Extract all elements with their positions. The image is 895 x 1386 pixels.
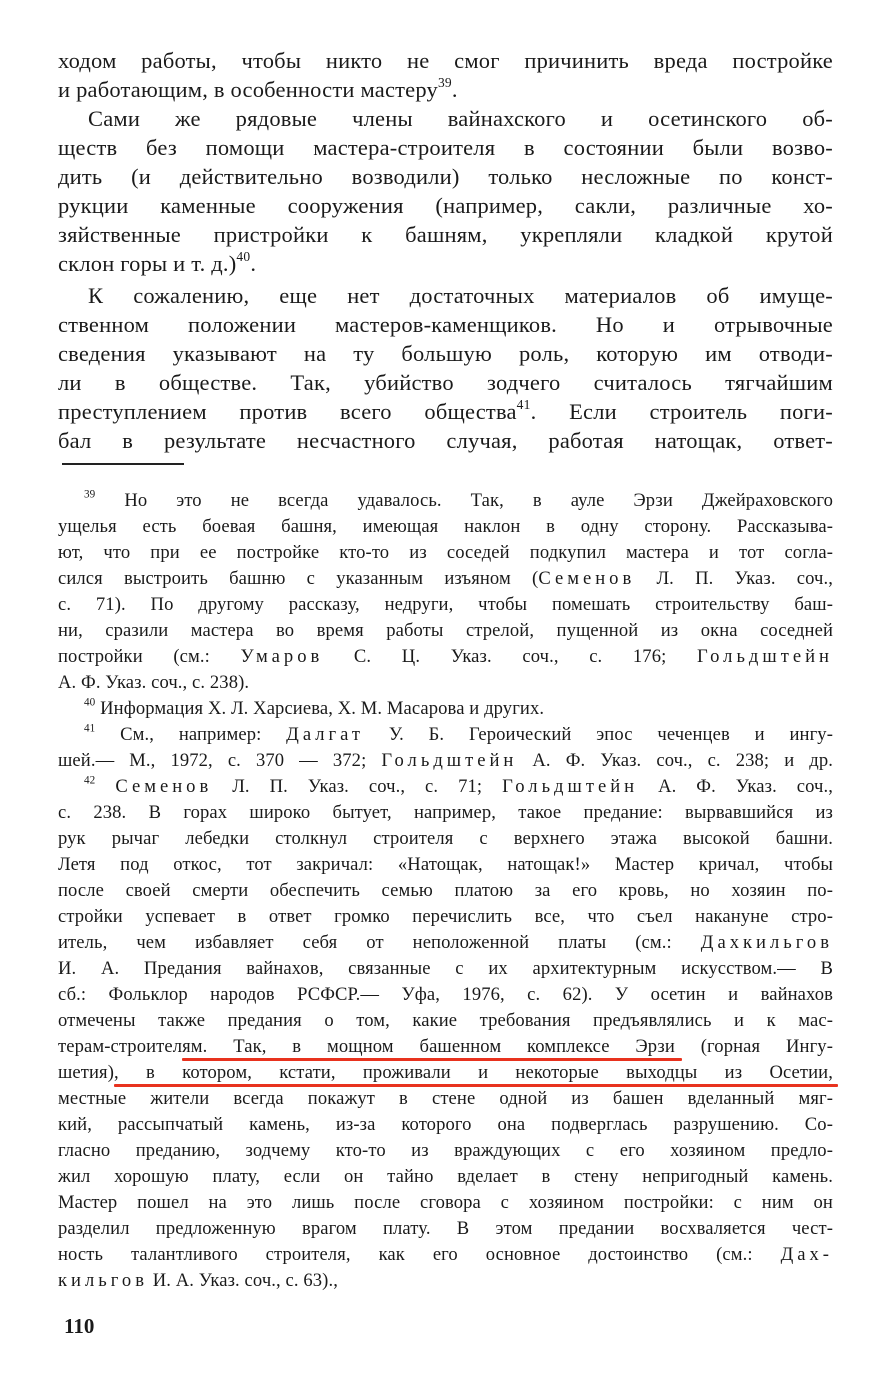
footnote-ref[interactable]: 40 xyxy=(236,248,251,264)
text-line: кий, рассыпчатый камень, из-за которого она подверглась разрушению. Со- xyxy=(58,1114,833,1135)
text-line: жил хорошую плату, если он тайно вделает в стену непригодный камень. xyxy=(58,1166,833,1187)
text-line: итель, чем избавляет себя от неположенной платы (см.: Дахкильгов xyxy=(58,932,833,953)
footnote-number: 41 xyxy=(84,722,96,735)
text-line: Мастер пошел на это лишь после сговора с хозяином постройки: с ним он xyxy=(58,1192,833,1213)
text-line: дить (и действительно возводили) только несложные по конст- xyxy=(58,164,833,189)
text-line: кильгов И. А. Указ. соч., с. 63)., xyxy=(58,1270,338,1291)
author-name: Далгат xyxy=(286,724,365,745)
text-line: зяйственные пристройки к башням, укрепляли кладкой крутой xyxy=(58,222,833,247)
footnote-40: $^{40}$ Информация Х. Л. Харсиева, Х. М. Масарова и других. xyxy=(84,696,545,719)
text-line: Сами же рядовые члены вайнахского и осетинского об- xyxy=(88,106,833,131)
text-line: шей.— М., 1972, с. 370 — 372; Гольдштейн А. Ф. Указ. соч., с. 238; и др. xyxy=(58,750,833,771)
text-line: с. 71). По другому рассказу, недруги, чтобы помешать строительству баш- xyxy=(58,594,833,615)
text-line: отмечены также предания о том, какие требования предъявлялись и к мас- xyxy=(58,1010,833,1031)
author-name: Гольдштейн xyxy=(697,646,833,667)
author-name: Семенов xyxy=(538,568,636,589)
footnote-number: 39 xyxy=(84,488,96,501)
text-line: К сожалению, еще нет достаточных материалов об имуще- xyxy=(88,283,833,308)
author-name: Семенов xyxy=(115,776,213,797)
text-line: ходом работы, чтобы никто не смог причинить вреда постройке xyxy=(58,48,833,73)
text-line: рукции каменные сооружения (например, сакли, различные хо- xyxy=(58,193,833,218)
text-line: преступлением против всего общества$^{41}$. Если строитель поги- xyxy=(58,396,833,424)
text-line: ли в обществе. Так, убийство зодчего считалось тягчайшим xyxy=(58,370,833,395)
highlight-underline xyxy=(182,1058,682,1061)
footnote-ref[interactable]: 39 xyxy=(437,74,452,90)
text-line: с. 238. В горах широко бытует, например, такое предание: вырвавшийся из xyxy=(58,802,833,823)
text-line: И. А. Предания вайнахов, связанные с их архитектурным искусством.— В xyxy=(58,958,833,979)
author-name: Дахкильгов xyxy=(700,932,833,953)
text-line: постройки (см.: Умаров С. Ц. Указ. соч., с. 176; Гольдштейн xyxy=(58,646,833,667)
text-line: ущелья есть боевая башня, имеющая наклон в одну сторону. Рассказыва- xyxy=(58,516,833,537)
text-line: ни, сразили мастера во время работы стрелой, пущенной из окна соседней xyxy=(58,620,833,641)
text-line: стройки успевает в ответ громко перечислить все, что съел накануне стро- xyxy=(58,906,833,927)
text-line: ность талантливого строителя, как его основное достоинство (см.: Дах- xyxy=(58,1244,833,1265)
author-name: Гольдштейн xyxy=(502,776,639,797)
text-line: сведения указывают на ту большую роль, которую им отводи- xyxy=(58,341,833,366)
footnote-number: 40 xyxy=(84,696,96,709)
text-line: бал в результате несчастного случая, работая натощак, ответ- xyxy=(58,428,833,453)
footnote-39: $^{39}$ Но это не всегда удавалось. Так, в ауле Эрзи Джейраховского xyxy=(84,488,833,511)
text-line: после своей смерти обеспечить семью платою за его кровь, но хозяин по- xyxy=(58,880,833,901)
highlighted-text: Так, в мощном башенном комплексе Эрзи xyxy=(233,1036,675,1057)
author-name: кильгов xyxy=(58,1270,148,1291)
text-line: местные жители всегда покажут в стене одной из башен вделанный мяг- xyxy=(58,1088,833,1109)
text-line: шетия), в котором, кстати, проживали и некоторые выходцы из Осетии, xyxy=(58,1062,833,1083)
text-line: терам-строителям. Так, в мощном башенном комплексе Эрзи (горная Ингу- xyxy=(58,1036,833,1057)
highlighted-text: в котором, кстати, проживали и некоторые выходцы из Осетии, xyxy=(146,1062,833,1083)
text-line: рук рычаг лебедки столкнул строителя с верхнего этажа высокой башни. xyxy=(58,828,833,849)
author-name: Умаров xyxy=(240,646,324,667)
text-line: ществ без помощи мастера-строителя в состоянии были возво- xyxy=(58,135,833,160)
text-line: склон горы и т. д.)$^{40}$. xyxy=(58,248,257,276)
text-line: разделил предложенную врагом плату. В этом предании восхваляется чест- xyxy=(58,1218,833,1239)
author-name: Дах- xyxy=(780,1244,833,1265)
highlight-underline xyxy=(114,1084,838,1087)
text-line: Летя под откос, тот закричал: «Натощак, натощак!» Мастер кричал, чтобы xyxy=(58,854,833,875)
text-line: и работающим, в особенности мастеру$^{39}$. xyxy=(58,74,458,102)
footnote-42: $^{42}$ Семенов Л. П. Указ. соч., с. 71; Гольдштейн А. Ф. Указ. соч., xyxy=(84,774,834,797)
text-line: сб.: Фольклор народов РСФСР.— Уфа, 1976, с. 62). У осетин и вайнахов xyxy=(58,984,833,1005)
author-name: Гольдштейн xyxy=(381,750,518,771)
footnote-number: 42 xyxy=(84,774,96,787)
text-line: А. Ф. Указ. соч., с. 238). xyxy=(58,672,250,693)
text-line: сился выстроить башню с указанным изъяном (Семенов Л. П. Указ. соч., xyxy=(58,568,833,589)
footnote-ref[interactable]: 41 xyxy=(516,396,531,412)
page-number: 110 xyxy=(64,1314,95,1338)
footnote-41: $^{41}$ См., например: Далгат У. Б. Героический эпос чеченцев и ингу- xyxy=(84,722,833,745)
footnote-separator xyxy=(62,463,184,465)
text-line: ственном положении мастеров-каменщиков. Но и отрывочные xyxy=(58,312,833,337)
text-line: гласно преданию, зодчему кто-то из враждующих с его хозяином предло- xyxy=(58,1140,833,1161)
text-line: ют, что при ее постройке кто-то из соседей подкупил мастера и тот согла- xyxy=(58,542,833,563)
